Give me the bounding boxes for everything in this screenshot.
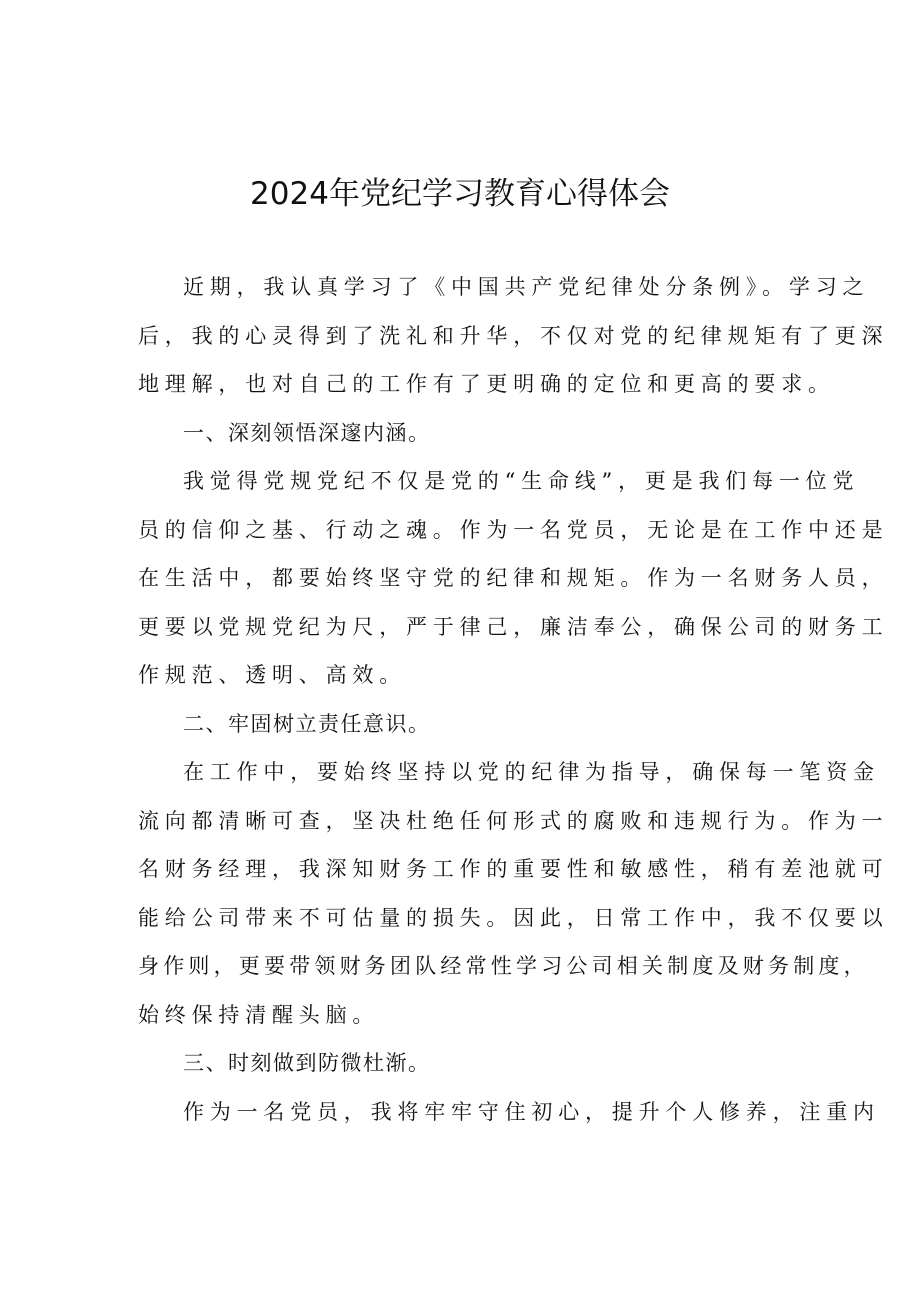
paragraph-line: 员的信仰之基、行动之魂。作为一名党员，无论是在工作中还是 bbox=[138, 517, 889, 542]
section-heading-1: 一、深刻领悟深邃内涵。 bbox=[183, 420, 431, 445]
paragraph-line: 始终保持清醒头脑。 bbox=[138, 1002, 380, 1027]
paragraph-section-3 bbox=[138, 1088, 880, 1137]
paragraph-line: 近期，我认真学习了《中国共产党纪律处分条例》。学习之 bbox=[183, 275, 870, 299]
paragraph-line: 作为一名党员，我将牢牢守住初心，提升个人修养，注重内 bbox=[183, 1099, 880, 1124]
paragraph-line: 能给公司带来不可估量的损失。因此，日常工作中，我不仅要以 bbox=[138, 905, 889, 930]
paragraph-line: 后，我的心灵得到了洗礼和升华，不仅对党的纪律规矩有了更深 bbox=[138, 323, 889, 348]
paragraph-line: 我觉得党规党纪不仅是党的“生命线”，更是我们每一位党 bbox=[183, 469, 860, 493]
paragraph-line: 身作则，更要带领财务团队经常性学习公司相关制度及财务制度， bbox=[138, 954, 869, 978]
paragraph-line: 流向都清晰可查，坚决杜绝任何形式的腐败和违规行为。作为一 bbox=[138, 808, 889, 833]
paragraph-section-1 bbox=[138, 457, 889, 700]
section-heading-2: 二、牢固树立责任意识。 bbox=[183, 711, 431, 736]
paragraph-intro bbox=[138, 263, 889, 409]
paragraph-section-2 bbox=[138, 748, 889, 1039]
document-body bbox=[138, 263, 889, 1136]
paragraph-line: 在生活中，都要始终坚守党的纪律和规矩。作为一名财务人员， bbox=[138, 566, 889, 590]
section-heading-3: 三、时刻做到防微杜渐。 bbox=[183, 1051, 431, 1075]
paragraph-line: 在工作中，要始终坚持以党的纪律为指导，确保每一笔资金 bbox=[183, 760, 880, 784]
paragraph-line: 地理解，也对自己的工作有了更明确的定位和更高的要求。 bbox=[138, 372, 835, 396]
document-title: 2024年党纪学习教育心得体会 bbox=[250, 176, 670, 212]
paragraph-line: 名财务经理，我深知财务工作的重要性和敏感性，稍有差池就可 bbox=[138, 857, 889, 881]
paragraph-line: 作规范、透明、高效。 bbox=[138, 663, 406, 687]
paragraph-line: 更要以党规党纪为尺，严于律己，廉洁奉公，确保公司的财务工 bbox=[138, 614, 889, 639]
